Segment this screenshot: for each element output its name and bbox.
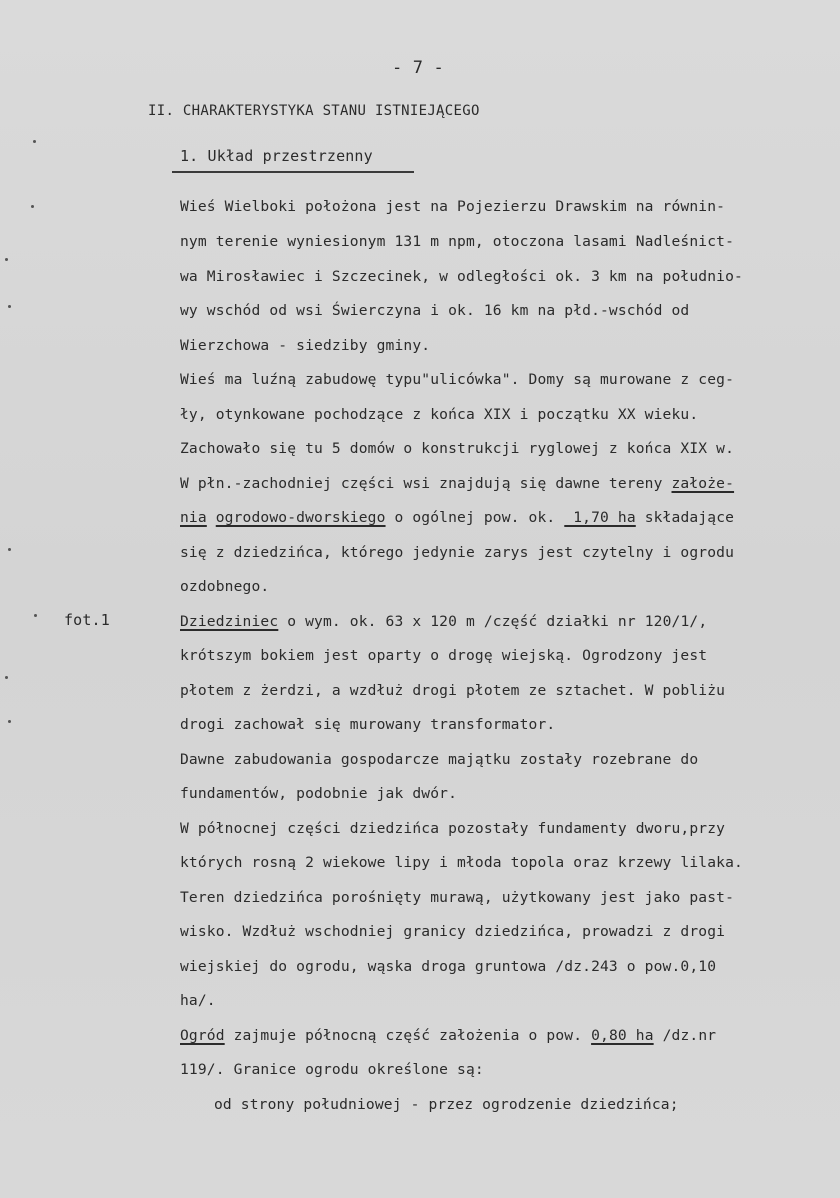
underlined-term: założe- xyxy=(671,475,735,492)
text-span: składające xyxy=(635,509,735,526)
text-span: /dz.nr xyxy=(653,1027,717,1044)
text-line: 119/. Granice ogrodu określone są: xyxy=(180,1061,484,1078)
text-span: o ogólnej pow. ok. xyxy=(385,509,565,526)
text-line: Wierzchowa - siedziby gminy. xyxy=(180,337,431,354)
text-line: których rosną 2 wiekowe lipy i młoda topola oraz krzewy lilaka. xyxy=(180,854,743,871)
text-line: drogi zachował się murowany transformator. xyxy=(180,716,556,733)
text-span: W płn.-zachodniej części wsi znajdują się dawne tereny xyxy=(180,475,672,492)
text-line xyxy=(180,612,707,632)
text-line xyxy=(180,1026,716,1046)
underlined-area: 1,70 ha xyxy=(564,509,636,526)
text-line: fundamentów, podobnie jak dwór. xyxy=(180,785,458,802)
scan-speck xyxy=(8,720,11,723)
scan-speck xyxy=(33,140,36,143)
text-line: Wieś ma luźną zabudowę typu"ulicówka". Domy są murowane z ceg- xyxy=(180,371,735,388)
underlined-term: ogrodowo-dworskiego xyxy=(215,509,386,526)
subheading-underline xyxy=(172,171,414,173)
text-line: wy wschód od wsi Świerczyna i ok. 16 km na płd.-wschód od xyxy=(180,302,690,319)
text-line xyxy=(180,474,734,494)
text-line xyxy=(180,508,734,528)
text-line: wisko. Wzdłuż wschodniej granicy dziedzińca, prowadzi z drogi xyxy=(180,923,726,940)
scan-speck xyxy=(34,614,37,617)
underlined-term: Dziedziniec xyxy=(180,613,279,630)
text-span: zajmuje północną część założenia o pow. xyxy=(224,1027,592,1044)
section-heading: II. CHARAKTERYSTYKA STANU ISTNIEJĄCEGO xyxy=(148,103,480,119)
text-line: ozdobnego. xyxy=(180,578,270,595)
subheading: 1. Układ przestrzenny xyxy=(180,147,373,165)
text-line: ły, otynkowane pochodzące z końca XIX i początku XX wieku. xyxy=(180,406,699,423)
text-line: Dawne zabudowania gospodarcze majątku zostały rozebrane do xyxy=(180,751,699,768)
scan-speck xyxy=(31,205,34,208)
text-line: Teren dziedzińca porośnięty murawą, użytkowany jest jako past- xyxy=(180,889,735,906)
text-line: się z dziedzińca, którego jedynie zarys jest czytelny i ogrodu xyxy=(180,544,735,561)
text-line: W północnej części dziedzińca pozostały fundamenty dworu,przy xyxy=(180,820,726,837)
page-number: - 7 - xyxy=(392,58,444,78)
text-span: o wym. ok. 63 x 120 m /część działki nr 120/1/, xyxy=(278,613,708,630)
scan-speck xyxy=(5,258,8,261)
text-line: nym terenie wyniesionym 131 m npm, otoczona lasami Nadleśnict- xyxy=(180,233,735,250)
text-line: Wieś Wielboki położona jest na Pojezierzu Drawskim na równin- xyxy=(180,198,726,215)
text-line: Zachowało się tu 5 domów o konstrukcji ryglowej z końca XIX w. xyxy=(180,440,735,457)
text-line: wa Mirosławiec i Szczecinek, w odległości ok. 3 km na południo- xyxy=(180,268,743,285)
scan-speck xyxy=(8,548,11,551)
scan-speck xyxy=(8,305,11,308)
text-line: od strony południowej - przez ogrodzenie dziedzińca; xyxy=(214,1096,679,1113)
underlined-term: Ogród xyxy=(180,1027,225,1044)
margin-note: fot.1 xyxy=(64,611,110,629)
underlined-area: 0,80 ha xyxy=(591,1027,654,1044)
scan-speck xyxy=(5,676,8,679)
text-line: płotem z żerdzi, a wzdłuż drogi płotem ze sztachet. W pobliżu xyxy=(180,682,726,699)
underlined-term: nia xyxy=(180,509,207,526)
text-line: wiejskiej do ogrodu, wąska droga gruntowa /dz.243 o pow.0,10 xyxy=(180,958,717,975)
text-line: krótszym bokiem jest oparty o drogę wiejską. Ogrodzony jest xyxy=(180,647,708,664)
text-line: ha/. xyxy=(180,992,216,1009)
